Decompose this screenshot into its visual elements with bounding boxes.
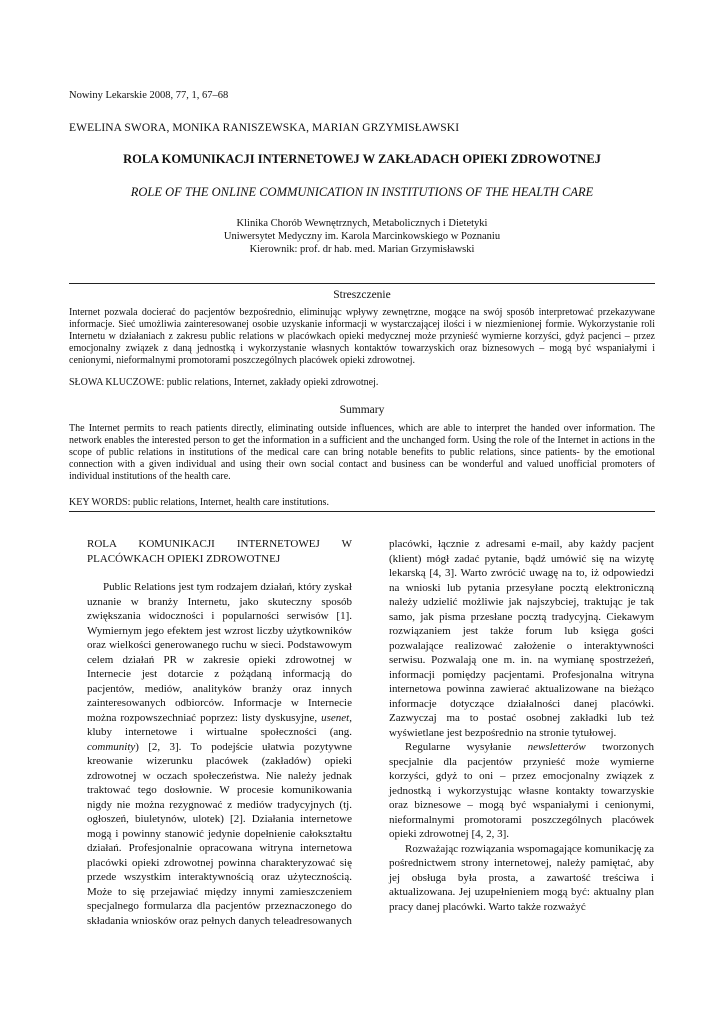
body-text: tworzonych specjalnie dla pacjentów przynieść może wymierne korzyści, gdyż to oni – przez emocjonalny związek z jednostką i wykorzystując własne kontakty towarzyskie oraz biznesowe – mogą być wspaniałymi i cenionymi, nieformalnymi promotorami poszczególnych placówek opieki zdrowotnej [4, 2, 3]. [389, 741, 654, 840]
body-paragraph [87, 580, 352, 928]
abstract-en-text: The Internet permits to reach patients directly, eliminating outside influences, which are able to interpret the handed over information. The network enables the interested person to get the information in a sufficient and the unchanged form. Using the role of the Internet in actions in the scope of public relations in institutions of the medical care can bring notable benefits to public relations, since patients- by the emotional connection with a given individual and using their own social contact and business can be wonderful and valued unofficial promoters of individual institutions of the health care. [69, 423, 655, 482]
body-column-right [389, 537, 654, 914]
divider-top [69, 283, 655, 284]
abstract-pl-text: Internet pozwala docierać do pacjentów bezpośrednio, eliminując wpływy zewnętrzne, mogące na swój sposób interpretować przekazywane informacje. Sieć umożliwia zainteresowanej osobie uzyskanie informacji w wystarczającej ilości i w niezmienionej formie. Wykorzystanie roli Internetu w działaniach z zakresu public relations w placówkach opieki medycznej może przynieść wymierne korzyści, gdyż pacjenci – przez emocjonalny związek z daną jednostką i wykorzystanie własnych kontaktów towarzyskich oraz biznesowych – mogą być wspaniałymi i cenionymi, nieformalnymi promotorami poszczególnych placówek opieki zdrowotnej. [69, 307, 655, 366]
affiliation-head: Kierownik: prof. dr hab. med. Marian Grzymisławski [249, 244, 475, 255]
affiliation-clinic: Klinika Chorób Wewnętrznych, Metabolicznych i Dietetyki [236, 218, 488, 229]
body-italic-term: usenet [321, 711, 350, 724]
body-column-left [87, 537, 352, 928]
body-italic-term: newsletterów [527, 741, 586, 753]
body-italic-term: community [87, 740, 136, 753]
abstract-en-heading: Summary [339, 404, 385, 416]
abstract-pl-heading: Streszczenie [333, 289, 391, 301]
affiliation [0, 217, 724, 256]
title-english: ROLE OF THE ONLINE COMMUNICATION IN INSTITUTIONS OF THE HEALTH CARE [130, 185, 594, 199]
authors-line: EWELINA SWORA, MONIKA RANISZEWSKA, MARIAN GRZYMISŁAWSKI [69, 122, 460, 134]
section-title: ROLA KOMUNIKACJI INTERNETOWEJ W PLACÓWKACH OPIEKI ZDROWOTNEJ [87, 538, 352, 565]
body-text: Public Relations jest tym rodzajem działań, który zyskał uznanie w branży Internetu, jako skuteczny sposób zwiększania widoczności i popularności serwisów [1]. Wymiernym jego efektem jest wzrost liczby użytkowników oraz wielkości generowanego ruchu w sieci. Podstawowym celem działań PR w zakresie opieki zdrowotnej w Internecie jest dotarcie z pożądaną informacją do pacjentów, mediów, analityków branży oraz innych zainteresowanych odbiorców. Informacje w Internecie można rozpowszechniać poprzez: listy dyskusyjne, [87, 581, 352, 724]
keywords-en: KEY WORDS: public relations, Internet, health care institutions. [69, 497, 329, 508]
title-polish: ROLA KOMUNIKACJI INTERNETOWEJ W ZAKŁADACH OPIEKI ZDROWOTNEJ [123, 152, 601, 166]
affiliation-university: Uniwersytet Medyczny im. Karola Marcinkowskiego w Poznaniu [223, 231, 501, 242]
divider-bottom [69, 511, 655, 512]
body-text: , kluby internetowe i wirtualne społeczności (ang. [87, 711, 352, 738]
body-paragraph: placówki, łącznie z adresami e-mail, aby każdy pacjent (klient) mógł zadać pytanie, bądź umówić się na wizytę lekarską [4, 3]. Warto zwrócić uwagę na to, iż odpowiedzi na wnioski lub pytania przesyłane pocztą elektroniczną należy udzielić możliwie jak najszybciej, traktując je tak samo, jak pisma przesłane pocztą tradycyjną. Ciekawym rozwiązaniem jest także forum lub księga gości pozwalające realizować założenie o interaktywności serwisu. Pozwalają one m. in. na wymianę spostrzeżeń, informacji pomiędzy pacjentami. Profesjonalna witryna internetowa powinna zawierać aktualizowane na bieżąco informacje dotyczące działalności danej placówki. Zazwyczaj ma to postać osobnej zakładki lub też wyświetlane jest bezpośrednio na stronie tytułowej. [389, 538, 654, 739]
journal-citation: Nowiny Lekarskie 2008, 77, 1, 67–68 [69, 90, 229, 101]
body-text: ) [2, 3]. To podejście ułatwia pozytywne kreowanie wizerunku placówek (zakładów) opieki zdrowotnej w oczach społeczeństwa. Nie należy jednak traktować tego dosłownie. W procesie komunikowania nigdy nie można rezygnować z mediów tradycyjnych (tj. ogłoszeń, biuletynów, ulotek) [2]. Działania internetowe mogą i powinny stanowić jedynie dopełnienie całokształtu działań. Profesjonalnie opracowana witryna internetowa placówki opieki zdrowotnej powinna charakteryzować się przede wszystkim interaktywnością oraz użytecznością. Może to się przejawiać między innymi zamieszczeniem specjalnego formularza dla pacjentów przeznaczonego do składania wniosków oraz pełnych danych teleadresowanych [87, 740, 352, 927]
body-text: Regularne wysyłanie [405, 741, 528, 753]
keywords-pl: SŁOWA KLUCZOWE: public relations, Internet, zakłady opieki zdrowotnej. [69, 377, 379, 388]
body-paragraph: Rozważając rozwiązania wspomagające komunikację za pośrednictwem strony internetowej, należy pamiętać, aby jej obsługa była prosta, a zawartość treściwa i aktualizowana. Jej uzupełnieniem mogą być: aktualny plan pracy danej placówki. Warto także rozważyć [389, 842, 654, 913]
body-paragraph [389, 740, 654, 842]
